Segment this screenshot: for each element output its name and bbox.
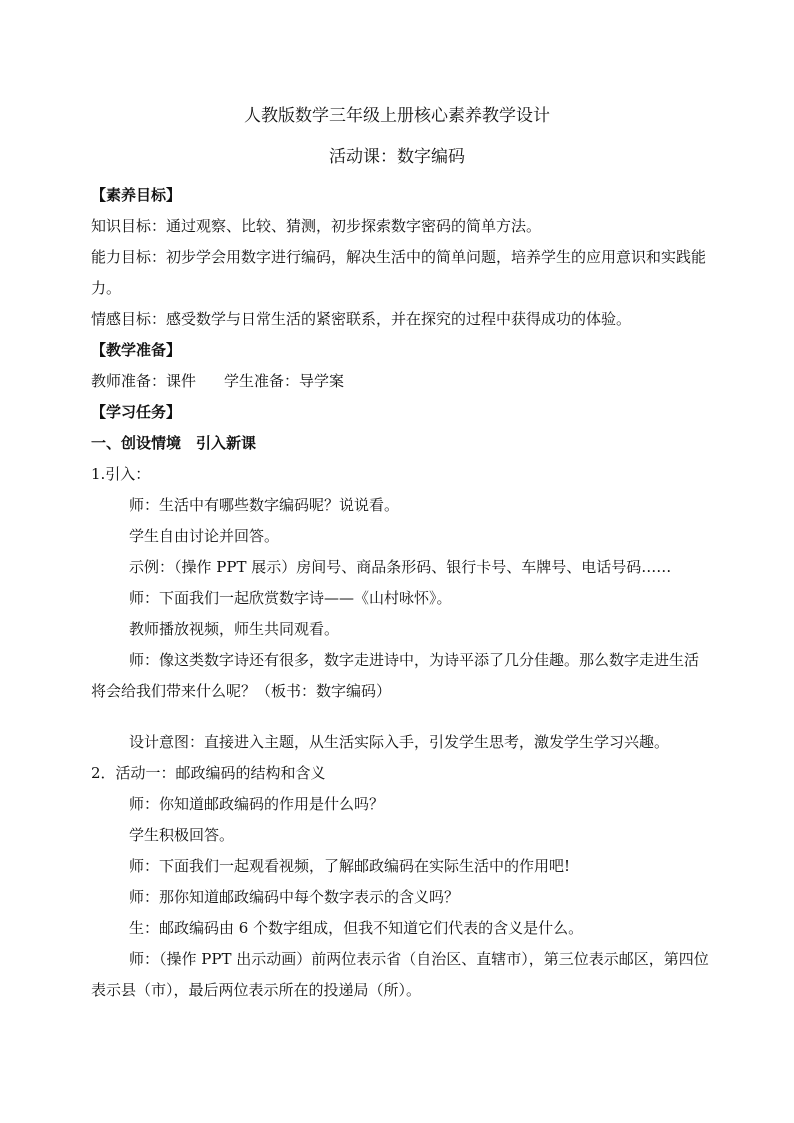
paragraph: 师：下面我们一起欣赏数字诗——《山村咏怀》。: [129, 589, 452, 607]
goal-ability: 能力目标：初步学会用数字进行编码，解决生活中的简单问题，培养学生的应用意识和实践能力。: [91, 248, 707, 297]
item1-label: 1.引入：: [91, 465, 151, 483]
goal-emotion: 情感目标：感受数学与日常生活的紧密联系，并在探究的过程中获得成功的体验。: [91, 310, 632, 328]
section-heading-preparation: 【教学准备】: [91, 341, 182, 359]
document-body: [91, 180, 711, 1006]
prep-student: 学生准备：导学案: [224, 372, 345, 390]
paragraph: 师：下面我们一起观看视频，了解邮政编码在实际生活中的作用吧!: [129, 857, 571, 875]
prep-teacher: 教师准备：课件: [91, 372, 197, 390]
document-subtitle: 活动课：数字编码: [329, 147, 465, 167]
paragraph: 生：邮政编码由 6 个数字组成，但我不知道它们代表的含义是什么。: [129, 919, 584, 937]
paragraph: 示例：（操作 PPT 展示）房间号、商品条形码、银行卡号、车牌号、电话号码……: [129, 558, 672, 576]
paragraph: 学生积极回答。: [129, 826, 235, 844]
item2-label: 2．活动一：邮政编码的结构和含义: [91, 764, 326, 782]
paragraph: 师：那你知道邮政编码中每个数字表示的含义吗？: [129, 888, 460, 906]
paragraph: 师：生活中有哪些数字编码呢？说说看。: [129, 496, 400, 514]
design-intent: 设计意图：直接进入主题，从生活实际入手，引发学生思考，激发学生学习兴趣。: [129, 733, 670, 751]
section-heading-tasks: 【学习任务】: [91, 403, 182, 421]
document-title: 人教版数学三年级上册核心素养教学设计: [244, 106, 550, 126]
section-heading-goals: 【素养目标】: [91, 186, 182, 204]
paragraph: 师：你知道邮政编码的作用是什么吗？: [129, 795, 385, 813]
preparation-line: [91, 366, 711, 397]
paragraph: 师：像这类数字诗还有很多，数字走进诗中，为诗平添了几分佳趣。那么数字走进生活将会给我们带来什么呢？（板书：数字编码）: [91, 651, 700, 700]
paragraph: 学生自由讨论并回答。: [129, 527, 280, 545]
part1-heading: 一、创设情境 引入新课: [91, 434, 257, 452]
paragraph: 教师播放视频，师生共同观看。: [129, 620, 340, 638]
goal-knowledge: 知识目标：通过观察、比较、猜测，初步探索数字密码的简单方法。: [91, 217, 542, 235]
paragraph: 师：（操作 PPT 出示动画）前两位表示省（自治区、直辖市），第三位表示邮区，第四位表示县（市），最后两位表示所在的投递局（所）。: [91, 950, 709, 999]
